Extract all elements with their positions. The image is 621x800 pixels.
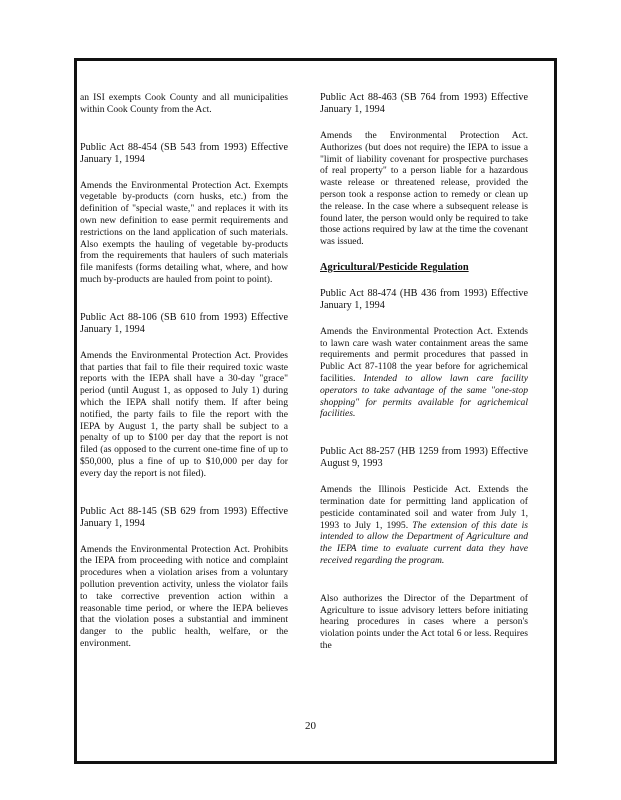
act-474-italic: Intended to allow lawn care facility operators to take advantage of the same "one-stop shopping" for permits available for agrichemical facilities. xyxy=(320,372,528,420)
section-title: Agricultural/Pesticide Regulation xyxy=(320,261,469,273)
act-257-heading: Public Act 88-257 (HB 1259 from 1993) Effective August 9, 1993 xyxy=(320,446,528,470)
act-106-body: Amends the Environmental Protection Act. Provides that parties that fail to file their required toxic waste reports with the IEPA shall have a 30-day "grace" period (until August 1, as opposed to July 1) during which the IEPA shall notify them. If after being notified, the party fails to file the report with the IEPA by August 1, the party shall be subject to a penalty of up to $100 per day that the report is not filed (as opposed to the current one-time fine of up to $50,000, plus a fine of up to $10,000 per day for every day the report is not filed). xyxy=(80,349,288,479)
continuation-text: an ISI exempts Cook County and all municipalities within Cook County from the Act. xyxy=(80,92,288,115)
act-454-heading: Public Act 88-454 (SB 543 from 1993) Effective January 1, 1994 xyxy=(80,141,288,165)
act-474-body xyxy=(320,326,528,420)
act-463-heading: Public Act 88-463 (SB 764 from 1993) Effective January 1, 1994 xyxy=(320,92,528,115)
right-column xyxy=(320,92,528,666)
act-257-body xyxy=(320,484,528,567)
left-column xyxy=(80,92,288,664)
act-145-body: Amends the Environmental Protection Act. Prohibits the IEPA from proceeding with notice and complaint procedures when a violation arises from a voluntary pollution prevention activity, unless the violator fails to take corrective prevention action within a reasonable time period, or where the IEPA believes that the violation poses a substantial and imminent danger to the public health, welfare, or the environment. xyxy=(80,543,288,649)
page-border-left xyxy=(74,58,77,764)
act-106-heading: Public Act 88-106 (SB 610 from 1993) Effective January 1, 1994 xyxy=(80,311,288,335)
page-border-top xyxy=(74,58,557,61)
act-454-body: Amends the Environmental Protection Act. Exempts vegetable by-products (corn husks, etc.) from the definition of "special waste," and replaces it with its own new definition to ease permit requirements and restrictions on the land application of such materials. Also exempts the hauling of vegetable by-products from the requirements that haulers of such materials file manifests (forms detailing what, where, and how much by-products are hauled from point to point). xyxy=(80,179,288,285)
act-463-body: Amends the Environmental Protection Act. Authorizes (but does not require) the IEPA to issue a "limit of liability covenant for prospective purchases of real property" to a person liable for a hazardous waste release or threatened release, provided the person took a response action to remedy or clean up the release. In the case where a subsequent release is found later, the person would only be required to take those actions required by law at the time the covenant was issued. xyxy=(320,130,528,248)
act-145-heading: Public Act 88-145 (SB 629 from 1993) Effective January 1, 1994 xyxy=(80,505,288,529)
act-257-body-2: Also authorizes the Director of the Department of Agriculture to issue advisory letters before initiating hearing procedures in cases where a person's violation points under the Act total 6 or less. Requires the xyxy=(320,592,528,651)
act-257-body-text: Amends the Illinois Pesticide Act. Extends the termination date for permitting land application of pesticide contaminated soil and water from July 1, 1993 to July 1, 1995. xyxy=(320,484,528,531)
page-number: 20 xyxy=(305,720,316,732)
act-474-heading: Public Act 88-474 (HB 436 from 1993) Effective January 1, 1994 xyxy=(320,287,528,311)
act-474-body-text: Amends the Environmental Protection Act. Extends to lawn care wash water containment areas the same requirements and permit procedures that passed in Public Act 87-1108 the year before for agrichemical facilities. xyxy=(320,325,528,384)
page-border-right xyxy=(554,58,557,764)
page-border-bottom xyxy=(74,761,557,764)
act-257-italic: The extension of this date is intended to allow the Department of Agriculture and the IEPA time to evaluate current data they have received regarding the program. xyxy=(320,519,528,566)
